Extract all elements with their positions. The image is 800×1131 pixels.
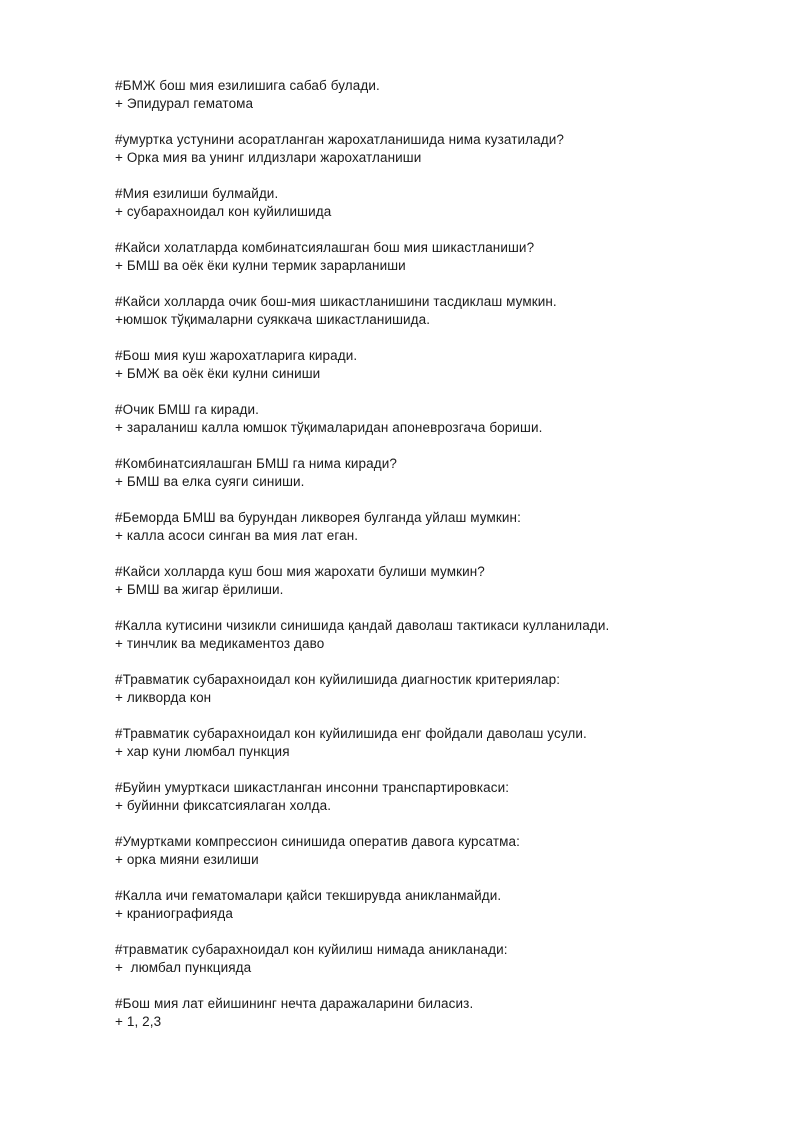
question-text: #Кайси холатларда комбинатсиялашган бош мия шикастланиши? bbox=[115, 240, 535, 255]
qa-item bbox=[115, 347, 765, 383]
qa-item bbox=[115, 671, 765, 707]
answer-text: + Эпидурал гематома bbox=[115, 96, 254, 111]
answer-text: + зараланиш калла юмшок тўқималаридан апоневрозгача бориши. bbox=[115, 420, 543, 435]
answer-text: + БМШ ва оёк ёки кулни термик зарарланиши bbox=[115, 258, 406, 273]
question-text: #БМЖ бош мия езилишига сабаб булади. bbox=[115, 78, 380, 93]
answer-text: + Орка мия ва унинг илдизлари жарохатланиши bbox=[115, 150, 422, 165]
answer-text: + 1, 2,3 bbox=[115, 1014, 162, 1029]
answer-text: + хар куни люмбал пункция bbox=[115, 744, 290, 759]
answer-text: + калла асоси синган ва мия лат еган. bbox=[115, 528, 359, 543]
qa-item bbox=[115, 455, 765, 491]
qa-item bbox=[115, 401, 765, 437]
answer-text: + тинчлик ва медикаментоз даво bbox=[115, 636, 325, 651]
qa-item bbox=[115, 563, 765, 599]
question-text: #умуртка устунини асоратланган жарохатланишида нима кузатилади? bbox=[115, 132, 564, 147]
qa-item bbox=[115, 725, 765, 761]
qa-item bbox=[115, 509, 765, 545]
qa-item bbox=[115, 995, 765, 1031]
question-text: #Калла кутисини чизикли синишида қандай даволаш тактикаси кулланилади. bbox=[115, 618, 610, 633]
question-text: #Калла ичи гематомалари қайси текширувда аникланмайди. bbox=[115, 888, 502, 903]
qa-item bbox=[115, 77, 765, 113]
question-text: #травматик субарахноидал кон куйилиш нимада аникланади: bbox=[115, 942, 508, 957]
answer-text: + краниографияда bbox=[115, 906, 233, 921]
qa-item bbox=[115, 941, 765, 977]
answer-text: + орка мияни езилиши bbox=[115, 852, 259, 867]
question-text: #Очик БМШ га киради. bbox=[115, 402, 259, 417]
answer-text: + буйинни фиксатсиялаган холда. bbox=[115, 798, 332, 813]
answer-text: +юмшок тўқималарни суяккача шикастланишида. bbox=[115, 312, 431, 327]
qa-item bbox=[115, 293, 765, 329]
answer-text: + БМЖ ва оёк ёки кулни синиши bbox=[115, 366, 321, 381]
document-page bbox=[115, 77, 765, 1049]
answer-text: + БМШ ва жигар ёрилиши. bbox=[115, 582, 284, 597]
question-text: #Бош мия лат ейишининг нечта даражаларини биласиз. bbox=[115, 996, 474, 1011]
question-text: #Кайси холларда очик бош-мия шикастланишини тасдиклаш мумкин. bbox=[115, 294, 557, 309]
qa-item bbox=[115, 887, 765, 923]
qa-item bbox=[115, 617, 765, 653]
question-text: #Умуртками компрессион синишида оператив давога курсатма: bbox=[115, 834, 520, 849]
qa-item bbox=[115, 779, 765, 815]
question-text: #Травматик субарахноидал кон куйилишида диагностик критериялар: bbox=[115, 672, 561, 687]
answer-text: + субарахноидал кон куйилишида bbox=[115, 204, 332, 219]
question-text: #Травматик субарахноидал кон куйилишида енг фойдали даволаш усули. bbox=[115, 726, 587, 741]
answer-text: + БМШ ва елка суяги синиши. bbox=[115, 474, 305, 489]
qa-item bbox=[115, 833, 765, 869]
question-text: #Комбинатсиялашган БМШ га нима киради? bbox=[115, 456, 397, 471]
question-text: #Буйин умурткаси шикастланган инсонни транспартировкаси: bbox=[115, 780, 510, 795]
answer-text: + люмбал пункцияда bbox=[115, 960, 252, 975]
question-text: #Беморда БМШ ва бурундан ликворея булганда уйлаш мумкин: bbox=[115, 510, 521, 525]
qa-item bbox=[115, 131, 765, 167]
question-text: #Мия езилиши булмайди. bbox=[115, 186, 279, 201]
qa-item bbox=[115, 185, 765, 221]
answer-text: + ликворда кон bbox=[115, 690, 212, 705]
qa-item bbox=[115, 239, 765, 275]
question-text: #Кайси холларда куш бош мия жарохати булиши мумкин? bbox=[115, 564, 485, 579]
question-text: #Бош мия куш жарохатларига киради. bbox=[115, 348, 358, 363]
